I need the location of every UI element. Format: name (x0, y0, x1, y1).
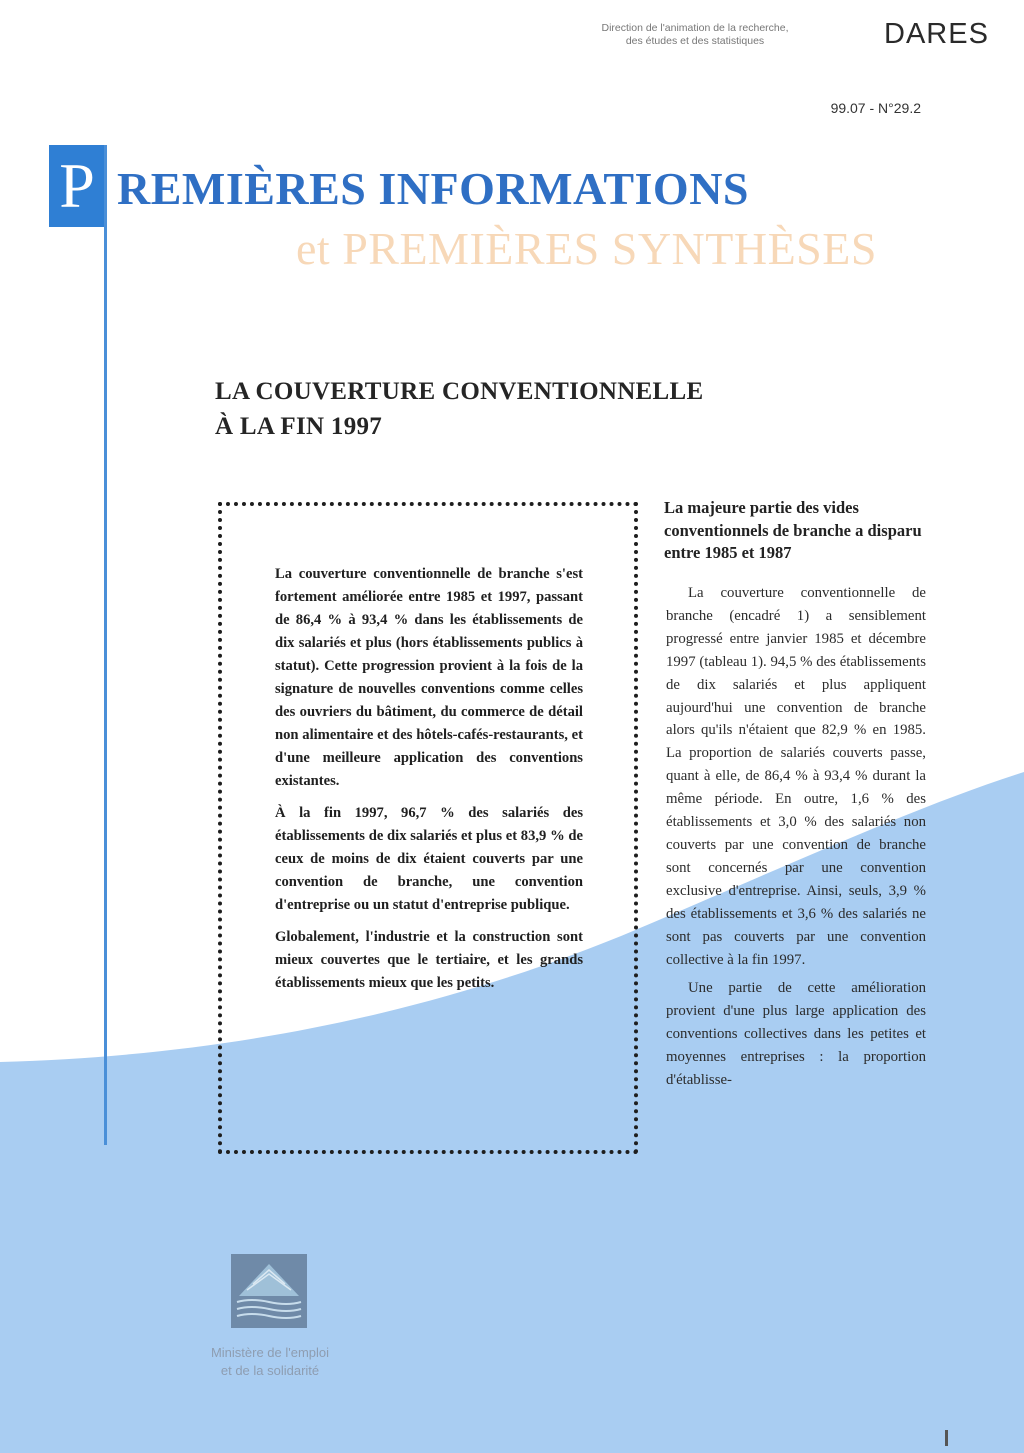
ministry-logo-icon (231, 1254, 307, 1328)
org-line-2: des études et des statistiques (625, 35, 765, 47)
body-column (666, 582, 926, 1098)
body-paragraph-1: La couverture conventionnelle de branche (encadré 1) a sensiblement progressé entre janvier 1985 et décembre 1997 (tableau 1). 94,5 % des établissements de dix salariés et plus appliquent aujourd'hui une convention de branche alors qu'ils n'étaient que 82,9 % en 1985. La proportion de salariés couverts passe, quant à elle, de 86,4 % à 93,4 % durant la même période. En outre, 1,6 % des établissements et 3,0 % des salariés non couverts par une convention de branche sont concernés par une convention exclusive d'entreprise. Ainsi, seuls, 3,9 % des établissements et 3,6 % des salariés ne sont pas couverts par une convention collective à la fin 1997. (666, 585, 926, 968)
ministry-line-1: Ministère de l'emploi (210, 1345, 330, 1360)
body-paragraph-2: Une partie de cette amélioration provient d'une plus large application des conventions collectives dans les petites et moyennes entreprises : la proportion d'établisse- (666, 980, 926, 1089)
ministry-name (180, 1344, 360, 1380)
ministry-line-2: et de la solidarité (220, 1363, 320, 1378)
section-heading: La majeure partie des vides conventionnels de branche a disparu entre 1985 et 1987 (664, 498, 922, 562)
page-edge-mark (945, 1430, 948, 1446)
summary-paragraph-1: La couverture conventionnelle de branche s'est fortement améliorée entre 1985 et 1997, passant de 86,4 % à 93,4 % dans les établissements de dix salariés et plus (hors établissements publics à statut). Cette progression provient à la fois de la signature de nouvelles conventions comme celles des ouvriers du bâtiment, du commerce de détail non alimentaire et des hôtels-cafés-restaurants, et d'une meilleure application des conventions existantes. (275, 566, 583, 789)
article-title-line-1: LA COUVERTURE CONVENTIONNELLE (215, 378, 704, 405)
masthead-subtitle: et PREMIÈRES SYNTHÈSES (296, 223, 877, 274)
summary-paragraph-3: Globalement, l'industrie et la construction sont mieux couvertes que le tertiaire, et les grands établissements mieux que les petits. (275, 929, 583, 991)
issue-number: 99.07 - N°29.2 (830, 100, 921, 116)
masthead-initial: P (49, 145, 105, 227)
summary-paragraph-2: À la fin 1997, 96,7 % des salariés des établissements de dix salariés et plus et 83,9 % de ceux de moins de dix étaient couverts par une convention de branche, une convention d'entreprise ou un statut d'entreprise publique. (275, 805, 583, 913)
summary-box (275, 563, 583, 1004)
agency-name: DARES (884, 18, 989, 50)
article-title-line-2: À LA FIN 1997 (215, 413, 383, 440)
article-title (215, 374, 703, 444)
masthead-title: REMIÈRES INFORMATIONS (117, 163, 749, 214)
organisation-name (560, 22, 830, 48)
masthead-rule (104, 145, 107, 1145)
org-line-1: Direction de l'animation de la recherche, (601, 22, 789, 34)
